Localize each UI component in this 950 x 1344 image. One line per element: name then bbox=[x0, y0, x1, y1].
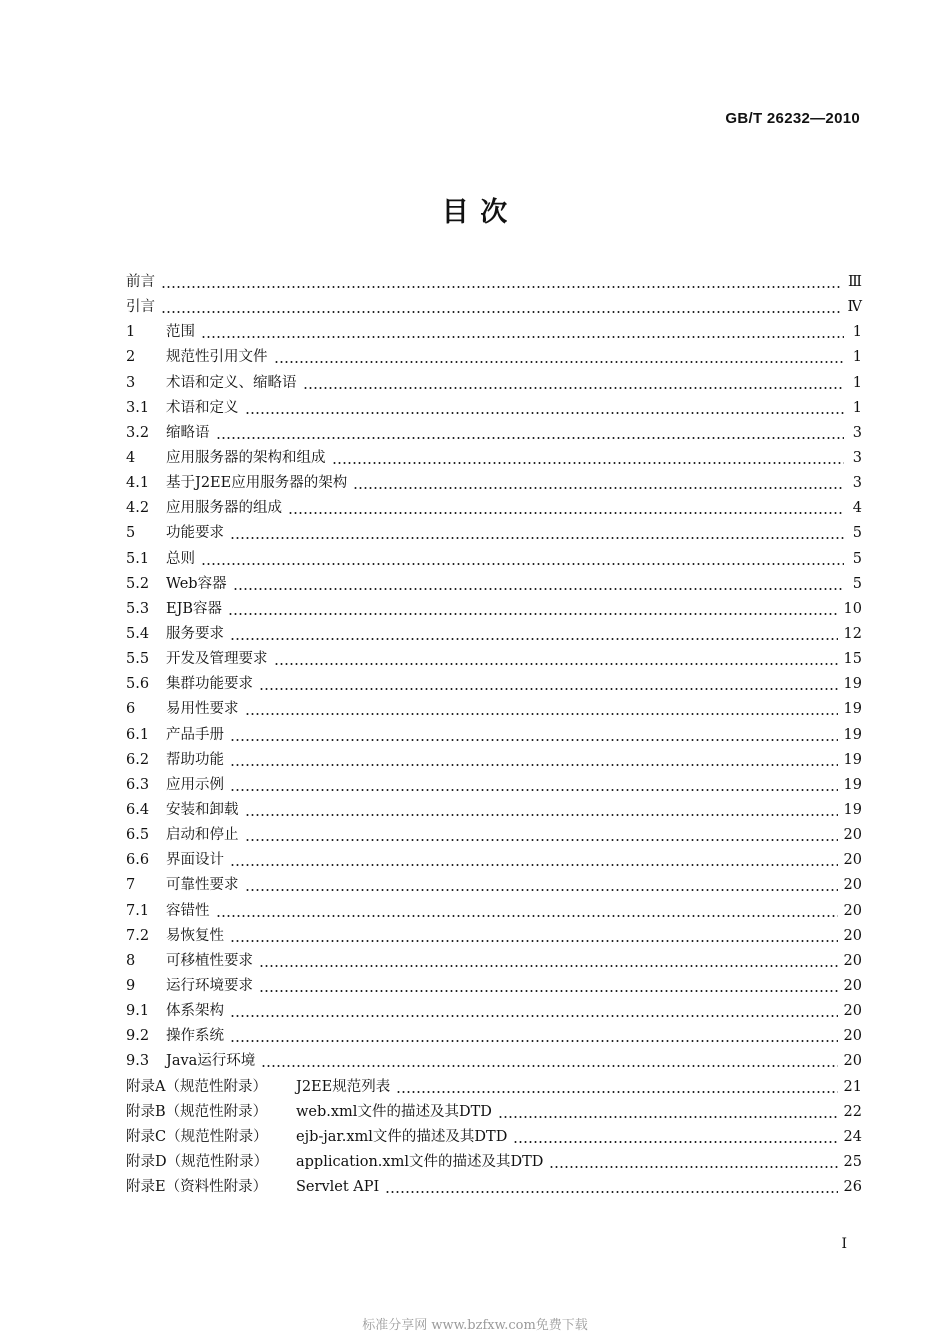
toc-entry[interactable] bbox=[126, 974, 862, 999]
dot-leader bbox=[228, 597, 837, 622]
toc-entry-title: 规范性引用文件 bbox=[166, 349, 268, 366]
dot-leader bbox=[230, 521, 844, 546]
toc-entry-title: 应用示例 bbox=[166, 776, 224, 793]
toc-entry-number: 3.2 bbox=[126, 424, 150, 441]
dot-leader bbox=[274, 345, 845, 370]
dot-leader bbox=[259, 949, 838, 974]
toc-entry[interactable] bbox=[126, 748, 862, 773]
toc-entry-title: 前言 bbox=[126, 274, 155, 290]
toc-entry-number: 7 bbox=[126, 877, 136, 894]
toc-entry-page: 19 bbox=[843, 726, 862, 743]
dot-leader bbox=[288, 496, 844, 521]
toc-entry[interactable] bbox=[126, 798, 862, 823]
toc-entry[interactable] bbox=[126, 521, 862, 546]
toc-entry-page: 26 bbox=[843, 1179, 862, 1196]
toc-entry-title: 安装和卸载 bbox=[166, 801, 239, 818]
toc-entry-page: 20 bbox=[843, 1053, 862, 1070]
toc-entry-page: 20 bbox=[843, 1028, 862, 1045]
toc-entry-number: 附录E（资料性附录） bbox=[126, 1179, 268, 1196]
toc-entry-title: 开发及管理要求 bbox=[166, 651, 268, 668]
toc-entry[interactable] bbox=[126, 899, 862, 924]
dot-leader bbox=[353, 471, 844, 496]
toc-entry-title: 操作系统 bbox=[166, 1028, 224, 1045]
toc-entry-title: 集群功能要求 bbox=[166, 676, 253, 693]
toc-entry-title: 运行环境要求 bbox=[166, 977, 253, 994]
toc-entry[interactable] bbox=[126, 672, 862, 697]
dot-leader bbox=[259, 672, 838, 697]
toc-entry-number: 8 bbox=[126, 952, 136, 969]
toc-entry[interactable] bbox=[126, 1125, 862, 1150]
toc-entry-number: 附录B（规范性附录） bbox=[126, 1103, 268, 1120]
dot-leader bbox=[233, 572, 844, 597]
toc-entry[interactable] bbox=[126, 723, 862, 748]
toc-entry-title: 产品手册 bbox=[166, 726, 224, 743]
dot-leader bbox=[201, 547, 844, 572]
dot-leader bbox=[230, 999, 838, 1024]
toc-entry-page: 20 bbox=[843, 1003, 862, 1020]
toc-entry-number: 6.3 bbox=[126, 776, 150, 793]
toc-entry-title: 容错性 bbox=[166, 902, 210, 919]
toc-entry-page: 19 bbox=[843, 701, 862, 718]
dot-leader bbox=[201, 320, 844, 345]
toc-entry-title: EJB容器 bbox=[166, 600, 223, 617]
toc-entry-page: 22 bbox=[843, 1103, 862, 1120]
toc-entry-page: 19 bbox=[843, 676, 862, 693]
toc-entry-page: 24 bbox=[843, 1128, 862, 1145]
toc-entry-page: 15 bbox=[843, 651, 862, 668]
toc-entry[interactable] bbox=[126, 270, 862, 295]
toc-entry[interactable] bbox=[126, 622, 862, 647]
toc-entry-number: 7.2 bbox=[126, 927, 150, 944]
toc-entry-number: 4.2 bbox=[126, 500, 150, 517]
toc-entry[interactable] bbox=[126, 949, 862, 974]
toc-entry-number: 2 bbox=[126, 349, 136, 366]
toc-entry-number: 9 bbox=[126, 977, 136, 994]
toc-entry[interactable] bbox=[126, 547, 862, 572]
toc-entry-page: 12 bbox=[843, 625, 862, 642]
page-title: 目 次 bbox=[441, 197, 509, 228]
toc-entry[interactable] bbox=[126, 496, 862, 521]
dot-leader bbox=[216, 899, 838, 924]
toc-entry-number: 4 bbox=[126, 449, 136, 466]
toc-entry-page: 3 bbox=[852, 449, 862, 466]
dot-leader bbox=[261, 1049, 837, 1074]
toc-entry-title: 范围 bbox=[166, 324, 195, 341]
dot-leader bbox=[396, 1075, 837, 1100]
toc-entry-title: 术语和定义 bbox=[166, 399, 239, 416]
toc-entry-page: 25 bbox=[843, 1153, 862, 1170]
toc-entry[interactable] bbox=[126, 446, 862, 471]
dot-leader bbox=[259, 974, 838, 999]
toc-entry-page: 3 bbox=[852, 424, 862, 441]
toc-entry-title: Servlet API bbox=[296, 1179, 380, 1196]
toc-entry-page: Ⅲ bbox=[848, 274, 862, 290]
toc-entry-title: 可靠性要求 bbox=[166, 877, 239, 894]
toc-entry-number: 5 bbox=[126, 525, 136, 542]
standard-code: GB/T 26232—2010 bbox=[725, 110, 860, 127]
toc-entry-title: 基于J2EE应用服务器的架构 bbox=[166, 475, 348, 492]
toc-entry[interactable] bbox=[126, 647, 862, 672]
toc-entry[interactable] bbox=[126, 1049, 862, 1074]
toc-entry-title: Web容器 bbox=[166, 575, 227, 592]
toc-entry-number: 6.2 bbox=[126, 751, 150, 768]
toc-entry-number: 附录D（规范性附录） bbox=[126, 1153, 269, 1170]
toc-entry-page: 4 bbox=[852, 500, 862, 517]
toc-entry-title: ejb-jar.xml文件的描述及其DTD bbox=[296, 1128, 508, 1145]
toc-entry-title: 应用服务器的架构和组成 bbox=[166, 449, 326, 466]
toc-entry-number: 5.5 bbox=[126, 651, 150, 668]
toc-entry-page: 19 bbox=[843, 776, 862, 793]
toc-entry[interactable] bbox=[126, 1024, 862, 1049]
toc-entry-number: 5.1 bbox=[126, 550, 150, 567]
toc-entry-page: 19 bbox=[843, 801, 862, 818]
toc-entry-number: 7.1 bbox=[126, 902, 150, 919]
toc-entry-number: 9.3 bbox=[126, 1053, 150, 1070]
page-number: I bbox=[841, 1236, 847, 1252]
toc-entry-page: 20 bbox=[843, 852, 862, 869]
toc-entry-page: 5 bbox=[852, 550, 862, 567]
toc-entry[interactable] bbox=[126, 848, 862, 873]
toc-entry-number: 5.3 bbox=[126, 600, 150, 617]
toc-entry-title: 引言 bbox=[126, 299, 155, 316]
dot-leader bbox=[303, 371, 845, 396]
toc-entry-number: 3.1 bbox=[126, 399, 150, 416]
toc-entry-title: 启动和停止 bbox=[166, 827, 239, 844]
toc-entry[interactable] bbox=[126, 773, 862, 798]
toc-entry[interactable] bbox=[126, 421, 862, 446]
toc-entry[interactable] bbox=[126, 1150, 862, 1175]
toc-entry-title: 总则 bbox=[166, 550, 195, 567]
toc-entry-page: 20 bbox=[843, 902, 862, 919]
toc-entry-page: 20 bbox=[843, 952, 862, 969]
toc-entry-number: 6.5 bbox=[126, 827, 150, 844]
toc-entry-page: 10 bbox=[843, 600, 862, 617]
toc-entry-page: 21 bbox=[843, 1078, 862, 1095]
dot-leader bbox=[230, 773, 838, 798]
toc-entry[interactable] bbox=[126, 396, 862, 421]
toc-entry[interactable] bbox=[126, 1075, 862, 1100]
dot-leader bbox=[161, 270, 842, 295]
toc-entry-title: web.xml文件的描述及其DTD bbox=[296, 1103, 492, 1120]
toc-entry[interactable] bbox=[126, 873, 862, 898]
toc-entry-title: 易用性要求 bbox=[166, 701, 239, 718]
toc-entry-title: 易恢复性 bbox=[166, 927, 224, 944]
dot-leader bbox=[230, 723, 838, 748]
toc-entry-number: 6.4 bbox=[126, 801, 150, 818]
dot-leader bbox=[245, 823, 838, 848]
toc-entry-number: 6 bbox=[126, 701, 136, 718]
toc-entry-number: 5.4 bbox=[126, 625, 150, 642]
toc-entry-number: 6.6 bbox=[126, 852, 150, 869]
toc-entry-number: 1 bbox=[126, 324, 136, 341]
dot-leader bbox=[230, 924, 838, 949]
dot-leader bbox=[245, 396, 845, 421]
dot-leader bbox=[245, 798, 838, 823]
toc-entry[interactable] bbox=[126, 345, 862, 370]
dot-leader bbox=[498, 1100, 838, 1125]
toc-entry-title: 功能要求 bbox=[166, 525, 224, 542]
dot-leader bbox=[230, 748, 838, 773]
toc-entry[interactable] bbox=[126, 295, 862, 320]
toc-entry[interactable] bbox=[126, 471, 862, 496]
toc-entry-number: 5.6 bbox=[126, 676, 150, 693]
toc-entry-page: 20 bbox=[843, 927, 862, 944]
dot-leader bbox=[385, 1175, 837, 1200]
dot-leader bbox=[245, 697, 838, 722]
toc-entry[interactable] bbox=[126, 597, 862, 622]
toc-entry-page: 3 bbox=[852, 475, 862, 492]
toc-entry-page: 20 bbox=[843, 977, 862, 994]
toc-entry-title: 帮助功能 bbox=[166, 751, 224, 768]
toc-entry-page: 20 bbox=[843, 877, 862, 894]
toc-entry[interactable] bbox=[126, 1175, 862, 1200]
dot-leader bbox=[513, 1125, 837, 1150]
toc-entry-title: application.xml文件的描述及其DTD bbox=[296, 1153, 544, 1170]
toc-entry-number: 9.1 bbox=[126, 1003, 150, 1020]
toc-entry-page: 1 bbox=[852, 349, 862, 366]
toc-entry-title: 术语和定义、缩略语 bbox=[166, 374, 297, 391]
toc-entry-number: 附录C（规范性附录） bbox=[126, 1128, 268, 1145]
toc-entry[interactable] bbox=[126, 999, 862, 1024]
toc-entry[interactable] bbox=[126, 572, 862, 597]
toc-entry-title: 缩略语 bbox=[166, 424, 210, 441]
toc-entry[interactable] bbox=[126, 320, 862, 345]
table-of-contents bbox=[126, 270, 862, 1200]
toc-entry[interactable] bbox=[126, 371, 862, 396]
toc-entry-number: 3 bbox=[126, 374, 136, 391]
toc-entry-number: 4.1 bbox=[126, 475, 150, 492]
toc-entry-number: 6.1 bbox=[126, 726, 150, 743]
toc-entry-page: 5 bbox=[852, 525, 862, 542]
dot-leader bbox=[216, 421, 845, 446]
toc-entry[interactable] bbox=[126, 697, 862, 722]
toc-entry-page: 19 bbox=[843, 751, 862, 768]
toc-entry-title: Java运行环境 bbox=[166, 1053, 256, 1070]
toc-entry-title: 体系架构 bbox=[166, 1003, 224, 1020]
dot-leader bbox=[230, 622, 838, 647]
toc-entry-number: 5.2 bbox=[126, 575, 150, 592]
dot-leader bbox=[549, 1150, 837, 1175]
toc-entry-page: 1 bbox=[852, 324, 862, 341]
dot-leader bbox=[230, 1024, 838, 1049]
toc-entry-title: 应用服务器的组成 bbox=[166, 500, 282, 517]
dot-leader bbox=[230, 848, 838, 873]
dot-leader bbox=[161, 295, 842, 320]
toc-entry-title: 服务要求 bbox=[166, 625, 224, 642]
toc-entry[interactable] bbox=[126, 924, 862, 949]
toc-entry-title: J2EE规范列表 bbox=[296, 1078, 391, 1095]
dot-leader bbox=[332, 446, 845, 471]
toc-entry-page: 1 bbox=[852, 399, 862, 416]
dot-leader bbox=[245, 873, 838, 898]
toc-entry-title: 可移植性要求 bbox=[166, 952, 253, 969]
toc-entry-page: 20 bbox=[843, 827, 862, 844]
toc-entry-page: 1 bbox=[852, 374, 862, 391]
toc-entry-number: 附录A（规范性附录） bbox=[126, 1078, 267, 1095]
toc-entry[interactable] bbox=[126, 1100, 862, 1125]
toc-entry[interactable] bbox=[126, 823, 862, 848]
toc-entry-page: Ⅳ bbox=[847, 299, 862, 316]
dot-leader bbox=[274, 647, 838, 672]
toc-entry-title: 界面设计 bbox=[166, 852, 224, 869]
toc-entry-number: 9.2 bbox=[126, 1028, 150, 1045]
watermark: 标准分享网 www.bzfxw.com免费下载 bbox=[362, 1318, 588, 1333]
toc-entry-page: 5 bbox=[852, 575, 862, 592]
